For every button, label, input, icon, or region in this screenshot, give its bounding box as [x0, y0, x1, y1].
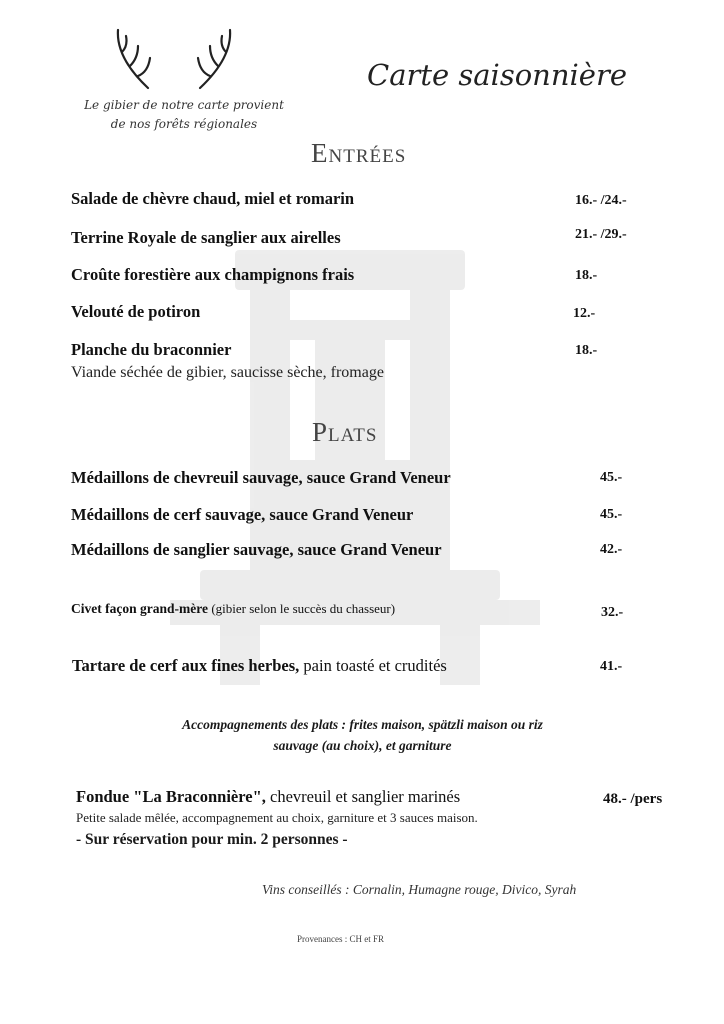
- menu-item-description: pain toasté et crudités: [303, 656, 447, 675]
- menu-item-price: 16.- /24.-: [575, 193, 627, 208]
- wine-recommendations: Vins conseillés : Cornalin, Humagne rouge, Divico, Syrah: [262, 882, 577, 897]
- menu-item-name: Salade de chèvre chaud, miel et romarin: [71, 189, 355, 208]
- menu-item-name: Croûte forestière aux champignons frais: [71, 265, 355, 284]
- provenance-note: Provenances : CH et FR: [297, 934, 384, 944]
- game-origin-note: [68, 96, 300, 134]
- antlers-icon: [108, 28, 240, 90]
- section-heading-entrees: Entrées: [311, 138, 407, 168]
- section-heading-plats: Plats: [312, 417, 378, 447]
- menu-item-fondue: [76, 787, 460, 807]
- menu-item-name: Civet façon grand-mère: [71, 601, 208, 616]
- menu-item-tartare: [72, 656, 447, 676]
- menu-item-name: Médaillons de chevreuil sauvage, sauce Grand Veneur: [71, 468, 451, 487]
- menu-item-name: Médaillons de sanglier sauvage, sauce Grand Veneur: [71, 540, 442, 559]
- menu-item-name: Planche du braconnier: [71, 340, 232, 359]
- menu-item-name: Terrine Royale de sanglier aux airelles: [71, 228, 341, 247]
- menu-item-price: 18.-: [575, 343, 598, 358]
- subtitle-line-1: Le gibier de notre carte provient: [84, 98, 284, 112]
- menu-item-name: Velouté de potiron: [71, 302, 201, 321]
- menu-item-name: Médaillons de cerf sauvage, sauce Grand Veneur: [71, 505, 414, 524]
- reservation-note: - Sur réservation pour min. 2 personnes -: [76, 831, 348, 848]
- menu-item-price: 45.-: [600, 470, 623, 485]
- press-watermark-illustration: [140, 230, 600, 700]
- menu-item-description: Petite salade mêlée, accompagnement au choix, garniture et 3 sauces maison.: [76, 810, 478, 825]
- page-title: Carte saisonnière: [367, 58, 627, 92]
- accompaniments-line-1: Accompagnements des plats : frites maison, spätzli maison ou riz: [182, 717, 543, 732]
- accompaniments-note: [140, 714, 585, 756]
- menu-item-price: 32.-: [601, 605, 624, 620]
- menu-item-price: 41.-: [600, 659, 623, 674]
- menu-item-price: 48.- /pers: [603, 791, 663, 807]
- menu-item-price: 18.-: [575, 268, 598, 283]
- menu-item-price: 42.-: [600, 542, 623, 557]
- menu-item-description: Viande séchée de gibier, saucisse sèche, fromage: [71, 364, 384, 381]
- menu-item-name: Tartare de cerf aux fines herbes,: [72, 656, 300, 675]
- menu-item-price: 45.-: [600, 507, 623, 522]
- menu-item-description: (gibier selon le succès du chasseur): [211, 601, 396, 616]
- menu-item-price: 12.-: [573, 306, 596, 321]
- menu-item-price: 21.- /29.-: [575, 227, 627, 242]
- menu-item-inline-description: chevreuil et sanglier marinés: [270, 787, 461, 806]
- menu-item-civet: [71, 601, 395, 617]
- accompaniments-line-2: sauvage (au choix), et garniture: [273, 738, 452, 753]
- menu-item-name: Fondue "La Braconnière",: [76, 787, 266, 806]
- subtitle-line-2: de nos forêts régionales: [110, 117, 258, 131]
